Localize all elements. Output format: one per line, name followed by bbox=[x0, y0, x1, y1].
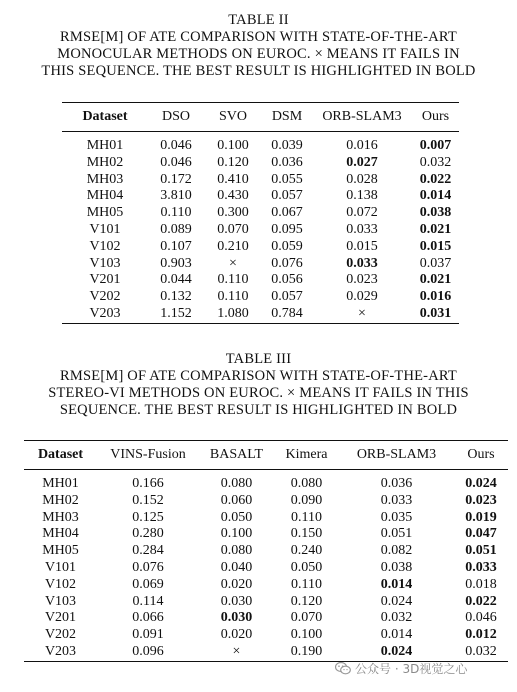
table-cell: 0.107 bbox=[160, 238, 192, 254]
table-cell: 0.033 bbox=[346, 255, 378, 271]
table-cell: 0.032 bbox=[465, 643, 497, 659]
table3-caption-line: STEREO-VI METHODS ON EUROC. × MEANS IT FAILS IN THIS bbox=[48, 385, 469, 401]
table-cell: 0.051 bbox=[380, 526, 413, 542]
row-label: V201 bbox=[89, 272, 121, 288]
table-cell: 0.046 bbox=[160, 154, 192, 170]
table-cell: 0.038 bbox=[419, 205, 452, 221]
table-cell: 0.019 bbox=[465, 509, 497, 525]
table-header-row bbox=[62, 103, 459, 132]
table-cell: × bbox=[358, 305, 366, 321]
table-cell: 0.166 bbox=[132, 476, 164, 491]
table-cell: 0.018 bbox=[465, 576, 497, 592]
table-cell: 0.029 bbox=[346, 289, 378, 305]
table-cell: 0.080 bbox=[290, 476, 323, 491]
table-cell: 0.021 bbox=[419, 272, 452, 288]
table-cell: 0.240 bbox=[290, 543, 323, 559]
table-cell: 0.050 bbox=[290, 559, 323, 575]
table-cell: 0.082 bbox=[380, 543, 413, 559]
table-cell: 0.039 bbox=[271, 138, 303, 153]
row-label: MH05 bbox=[86, 205, 124, 221]
table-cell: 0.037 bbox=[419, 255, 452, 271]
table-cell: 0.016 bbox=[346, 138, 378, 153]
table-cell: 0.033 bbox=[346, 221, 378, 237]
row-label: V201 bbox=[44, 610, 77, 626]
table-row bbox=[24, 610, 508, 627]
table-cell: 0.038 bbox=[380, 559, 413, 575]
table-cell: 0.067 bbox=[271, 205, 303, 221]
table-cell: 0.070 bbox=[217, 221, 249, 237]
table-row bbox=[62, 188, 459, 205]
table-cell: 0.023 bbox=[346, 272, 378, 288]
table-header-row bbox=[24, 441, 508, 470]
table-row bbox=[24, 577, 508, 594]
table-cell: 0.024 bbox=[380, 643, 413, 659]
table-cell: 0.033 bbox=[380, 492, 413, 508]
table-cell: 0.051 bbox=[465, 543, 497, 559]
column-header: Dataset bbox=[37, 447, 84, 462]
table-cell: 0.007 bbox=[419, 138, 452, 153]
table-cell: 0.022 bbox=[419, 171, 452, 187]
table-row bbox=[24, 476, 508, 493]
table-cell: 0.014 bbox=[419, 188, 452, 204]
table-cell: 0.044 bbox=[160, 272, 192, 288]
column-header: Ours bbox=[421, 109, 450, 124]
table-cell: 0.110 bbox=[291, 509, 322, 525]
table-row bbox=[24, 510, 508, 527]
table-cell: 0.430 bbox=[217, 188, 249, 204]
table-cell: 0.030 bbox=[220, 593, 253, 609]
table-cell: 0.023 bbox=[465, 492, 497, 508]
table-cell: 0.059 bbox=[271, 238, 303, 254]
table-cell: 0.035 bbox=[380, 509, 413, 525]
row-label: V203 bbox=[89, 305, 121, 321]
table-cell: 0.089 bbox=[160, 221, 192, 237]
table-cell: 0.020 bbox=[220, 576, 253, 592]
table-cell: 0.036 bbox=[380, 476, 413, 491]
table-row bbox=[62, 256, 459, 273]
table-cell: 0.210 bbox=[217, 238, 249, 254]
table3-caption-line: RMSE[M] OF ATE COMPARISON WITH STATE-OF-THE-ART bbox=[60, 368, 457, 384]
table-row bbox=[62, 239, 459, 256]
table-row bbox=[62, 172, 459, 189]
table-cell: 0.032 bbox=[419, 154, 452, 170]
table-row bbox=[62, 138, 459, 155]
table-cell: 0.046 bbox=[465, 610, 497, 626]
row-label: V202 bbox=[89, 289, 121, 305]
table-cell: 0.114 bbox=[132, 593, 164, 609]
table-cell: 0.014 bbox=[380, 627, 413, 643]
table-cell: 0.095 bbox=[271, 221, 303, 237]
table-cell: 0.110 bbox=[217, 272, 249, 288]
table-cell: 0.028 bbox=[346, 171, 378, 187]
row-label: MH02 bbox=[42, 492, 79, 508]
table-cell: 0.152 bbox=[132, 492, 164, 508]
row-label: V202 bbox=[44, 627, 77, 643]
table-cell: 0.096 bbox=[132, 643, 164, 659]
table2-caption bbox=[0, 12, 517, 80]
table-cell: 1.152 bbox=[160, 305, 192, 321]
table2-caption-line: MONOCULAR METHODS ON EUROC. × MEANS IT FAILS IN bbox=[57, 46, 460, 62]
table3 bbox=[24, 440, 508, 662]
table-cell: 0.110 bbox=[291, 576, 322, 592]
table3-label: TABLE III bbox=[225, 351, 292, 367]
table-cell: 0.280 bbox=[132, 526, 164, 542]
row-label: MH03 bbox=[86, 171, 124, 187]
table-row bbox=[62, 306, 459, 323]
row-label: MH03 bbox=[42, 509, 79, 525]
table-row bbox=[62, 272, 459, 289]
table-cell: × bbox=[229, 255, 237, 271]
column-header: Dataset bbox=[82, 109, 128, 124]
row-label: MH04 bbox=[86, 188, 124, 204]
table-cell: 0.057 bbox=[271, 188, 303, 204]
row-label: V101 bbox=[44, 559, 77, 575]
table-row bbox=[24, 627, 508, 644]
table2-label: TABLE II bbox=[228, 12, 289, 28]
column-header: VINS-Fusion bbox=[110, 447, 186, 462]
table-row bbox=[24, 526, 508, 543]
table-cell: 0.050 bbox=[220, 509, 253, 525]
table-cell: 0.120 bbox=[290, 593, 323, 609]
table-cell: 0.100 bbox=[290, 627, 323, 643]
table-row bbox=[62, 222, 459, 239]
table-cell: 0.784 bbox=[271, 305, 303, 321]
table-cell: 0.060 bbox=[220, 492, 253, 508]
row-label: MH02 bbox=[86, 154, 124, 170]
column-header: BASALT bbox=[209, 447, 264, 462]
table-row bbox=[24, 493, 508, 510]
table-row bbox=[62, 205, 459, 222]
table-cell: 0.055 bbox=[271, 171, 303, 187]
table-cell: 0.024 bbox=[380, 593, 413, 609]
row-label: MH04 bbox=[42, 526, 79, 542]
table-cell: 0.047 bbox=[465, 526, 497, 542]
column-header: DSO bbox=[161, 109, 190, 124]
table3-caption bbox=[0, 351, 517, 419]
row-label: V203 bbox=[44, 643, 77, 659]
table-cell: × bbox=[232, 643, 241, 659]
table-cell: 0.284 bbox=[132, 543, 164, 559]
row-label: V102 bbox=[89, 238, 121, 254]
table-cell: 0.090 bbox=[290, 492, 323, 508]
table-cell: 0.410 bbox=[217, 171, 249, 187]
table-cell: 0.091 bbox=[132, 627, 164, 643]
table2 bbox=[62, 102, 459, 324]
table-row bbox=[24, 644, 508, 661]
wechat-icon bbox=[335, 662, 351, 675]
watermark bbox=[335, 660, 467, 677]
table-cell: 0.056 bbox=[271, 272, 303, 288]
table-row bbox=[24, 594, 508, 611]
table-row bbox=[62, 155, 459, 172]
row-label: V101 bbox=[89, 221, 121, 237]
table-row bbox=[24, 543, 508, 560]
table-cell: 0.080 bbox=[220, 543, 253, 559]
table-cell: 0.020 bbox=[220, 627, 253, 643]
table-cell: 0.072 bbox=[346, 205, 378, 221]
table-cell: 0.070 bbox=[290, 610, 323, 626]
table-cell: 0.036 bbox=[271, 154, 303, 170]
watermark-text: 公众号 · 3D视觉之心 bbox=[355, 662, 468, 676]
table-cell: 0.021 bbox=[419, 221, 452, 237]
table-cell: 0.190 bbox=[290, 643, 323, 659]
table-cell: 0.015 bbox=[419, 238, 452, 254]
table-cell: 1.080 bbox=[217, 305, 249, 321]
column-header: Kimera bbox=[285, 447, 328, 462]
table3-caption-line: SEQUENCE. THE BEST RESULT IS HIGHLIGHTED IN BOLD bbox=[59, 402, 458, 418]
table-cell: 0.110 bbox=[217, 289, 249, 305]
table-cell: 0.033 bbox=[465, 559, 497, 575]
row-label: V103 bbox=[89, 255, 121, 271]
table-cell: 0.100 bbox=[220, 526, 253, 542]
column-header: ORB-SLAM3 bbox=[322, 109, 402, 124]
table-cell: 0.024 bbox=[465, 476, 497, 491]
table-cell: 0.120 bbox=[217, 154, 249, 170]
table-cell: 0.027 bbox=[346, 154, 378, 170]
row-label: V103 bbox=[44, 593, 77, 609]
table-cell: 0.022 bbox=[465, 593, 497, 609]
table-cell: 3.810 bbox=[160, 188, 192, 204]
table-cell: 0.076 bbox=[271, 255, 303, 271]
table-cell: 0.903 bbox=[160, 255, 192, 271]
column-header: DSM bbox=[271, 109, 303, 124]
table-row bbox=[24, 560, 508, 577]
table-row bbox=[62, 289, 459, 306]
table-cell: 0.172 bbox=[160, 171, 192, 187]
table-cell: 0.031 bbox=[419, 305, 452, 321]
table-cell: 0.030 bbox=[220, 610, 253, 626]
table-cell: 0.040 bbox=[220, 559, 253, 575]
table-cell: 0.076 bbox=[132, 559, 164, 575]
table2-caption-line: THIS SEQUENCE. THE BEST RESULT IS HIGHLIGHTED IN BOLD bbox=[41, 63, 476, 79]
table-cell: 0.132 bbox=[160, 289, 192, 305]
table-cell: 0.125 bbox=[132, 509, 164, 525]
table-cell: 0.016 bbox=[419, 289, 452, 305]
table-cell: 0.014 bbox=[380, 576, 413, 592]
table-cell: 0.150 bbox=[290, 526, 323, 542]
table-cell: 0.066 bbox=[132, 610, 164, 626]
row-label: V102 bbox=[44, 576, 77, 592]
table-cell: 0.032 bbox=[380, 610, 413, 626]
table-cell: 0.057 bbox=[271, 289, 303, 305]
table2-caption-line: RMSE[M] OF ATE COMPARISON WITH STATE-OF-THE-ART bbox=[60, 29, 457, 45]
table-cell: 0.100 bbox=[217, 138, 249, 153]
table-cell: 0.110 bbox=[160, 205, 192, 221]
table-cell: 0.300 bbox=[217, 205, 249, 221]
table-cell: 0.080 bbox=[220, 476, 253, 491]
column-header: ORB-SLAM3 bbox=[356, 447, 437, 462]
row-label: MH05 bbox=[42, 543, 79, 559]
row-label: MH01 bbox=[42, 476, 79, 491]
column-header: SVO bbox=[218, 109, 247, 124]
table-cell: 0.012 bbox=[465, 627, 497, 643]
column-header: Ours bbox=[467, 447, 495, 462]
table-cell: 0.069 bbox=[132, 576, 164, 592]
table-cell: 0.015 bbox=[346, 238, 378, 254]
row-label: MH01 bbox=[86, 138, 124, 153]
table-cell: 0.046 bbox=[160, 138, 192, 153]
table-cell: 0.138 bbox=[346, 188, 378, 204]
